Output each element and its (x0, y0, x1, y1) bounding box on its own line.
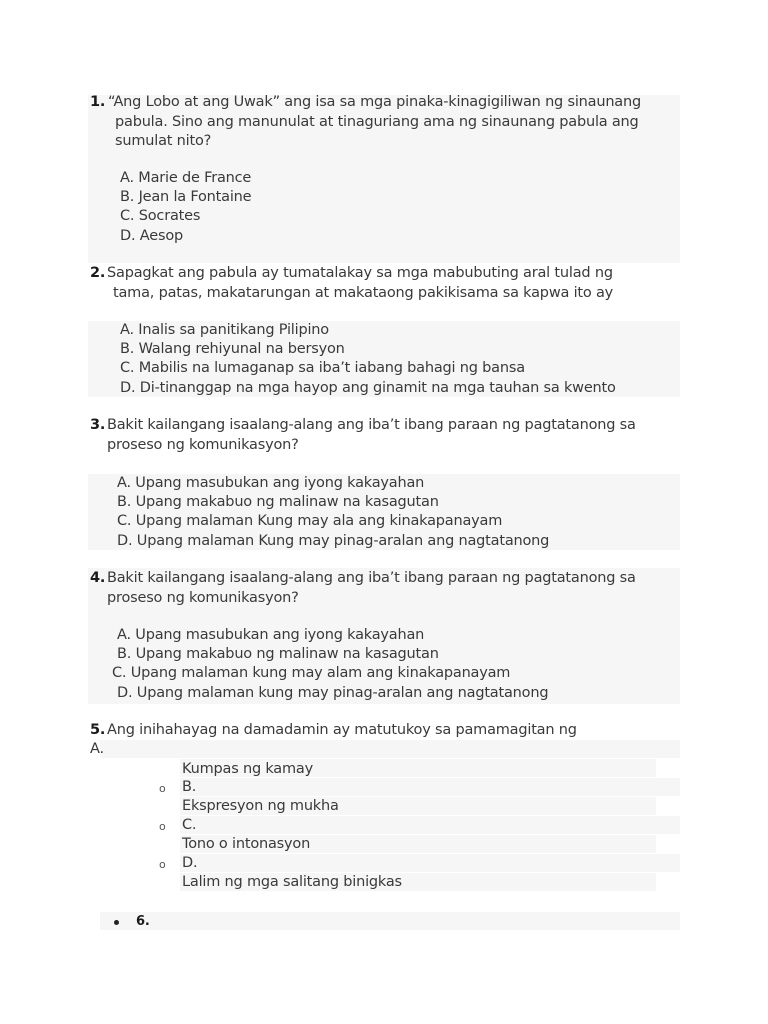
option-letter[interactable]: B. (182, 779, 197, 795)
option-text[interactable]: Kumpas ng kamay (182, 761, 313, 777)
question-number: 2. (90, 265, 106, 281)
option-c[interactable]: C. Socrates (120, 208, 201, 224)
option-text[interactable]: Lalim ng mga salitang binigkas (182, 874, 402, 890)
option-text[interactable]: Tono o intonasyon (182, 836, 311, 852)
option-a[interactable]: A. Marie de France (120, 170, 252, 186)
question-number: 5. (90, 722, 106, 738)
option-d[interactable]: D. Di-tinanggap na mga hayop ang ginamit na mga tauhan sa kwento (120, 380, 616, 396)
bullet-dot-icon (114, 920, 119, 925)
question-text: proseso ng komunikasyon? (107, 590, 299, 606)
option-c[interactable]: C. Upang malaman Kung may ala ang kinakapanayam (117, 513, 503, 529)
option-a[interactable]: A. Upang masubukan ang iyong kakayahan (117, 475, 425, 491)
option-letter[interactable]: D. (182, 855, 198, 871)
option-b[interactable]: B. Upang makabuo ng malinaw na kasagutan (117, 494, 439, 510)
option-b[interactable]: B. Walang rehiyunal na bersyon (120, 341, 345, 357)
question-text: Ang inihahayag na damadamin ay matutukoy sa pamamagitan ng (107, 722, 577, 738)
option-d[interactable]: D. Aesop (120, 228, 183, 244)
question-text: tama, patas, makatarungan at makataong pakikisama sa kapwa ito ay (113, 285, 614, 301)
q5-options-shade (180, 778, 680, 796)
option-c[interactable]: C. Mabilis na lumaganap sa iba’t iabang bahagi ng bansa (120, 360, 525, 376)
option-d[interactable]: D. Upang malaman kung may pinag-aralan ang nagtatanong (117, 685, 549, 701)
q5-options-shade (100, 740, 680, 758)
question-text: Bakit kailangang isaalang-alang ang iba’t ibang paraan ng pagtatanong sa (107, 570, 636, 586)
bullet-icon: o (159, 858, 166, 871)
question-number: 3. (90, 417, 106, 433)
bullet-icon: o (159, 782, 166, 795)
question-number: 1. (90, 94, 106, 110)
question-text: pabula. Sino ang manunulat at tinaguriang ama ng sinaunang pabula ang (115, 114, 639, 130)
question-text: Bakit kailangang isaalang-alang ang iba’t ibang paraan ng pagtatanong sa (107, 417, 636, 433)
option-b[interactable]: B. Jean la Fontaine (120, 189, 252, 205)
option-a[interactable]: A. Upang masubukan ang iyong kakayahan (117, 627, 425, 643)
option-a[interactable]: A. Inalis sa panitikang Pilipino (120, 322, 329, 338)
question-text: Sapagkat ang pabula ay tumatalakay sa mga mabubuting aral tulad ng (107, 265, 613, 281)
question-number: 6. (136, 914, 150, 929)
option-letter[interactable]: C. (182, 817, 197, 833)
option-d[interactable]: D. Upang malaman Kung may pinag-aralan ang nagtatanong (117, 533, 550, 549)
question-text: sumulat nito? (115, 133, 212, 149)
question-text: “Ang Lobo at ang Uwak” ang isa sa mga pinaka-kinagigiliwan ng sinaunang (108, 94, 641, 110)
q5-options-shade (180, 854, 680, 872)
q6-shade (100, 912, 680, 930)
option-letter[interactable]: A. (90, 741, 104, 757)
bullet-icon: o (159, 820, 166, 833)
q5-options-shade (180, 816, 680, 834)
question-text: proseso ng komunikasyon? (107, 437, 299, 453)
option-c[interactable]: C. Upang malaman kung may alam ang kinakapanayam (112, 665, 511, 681)
option-b[interactable]: B. Upang makabuo ng malinaw na kasagutan (117, 646, 439, 662)
question-number: 4. (90, 570, 106, 586)
option-text[interactable]: Ekspresyon ng mukha (182, 798, 339, 814)
